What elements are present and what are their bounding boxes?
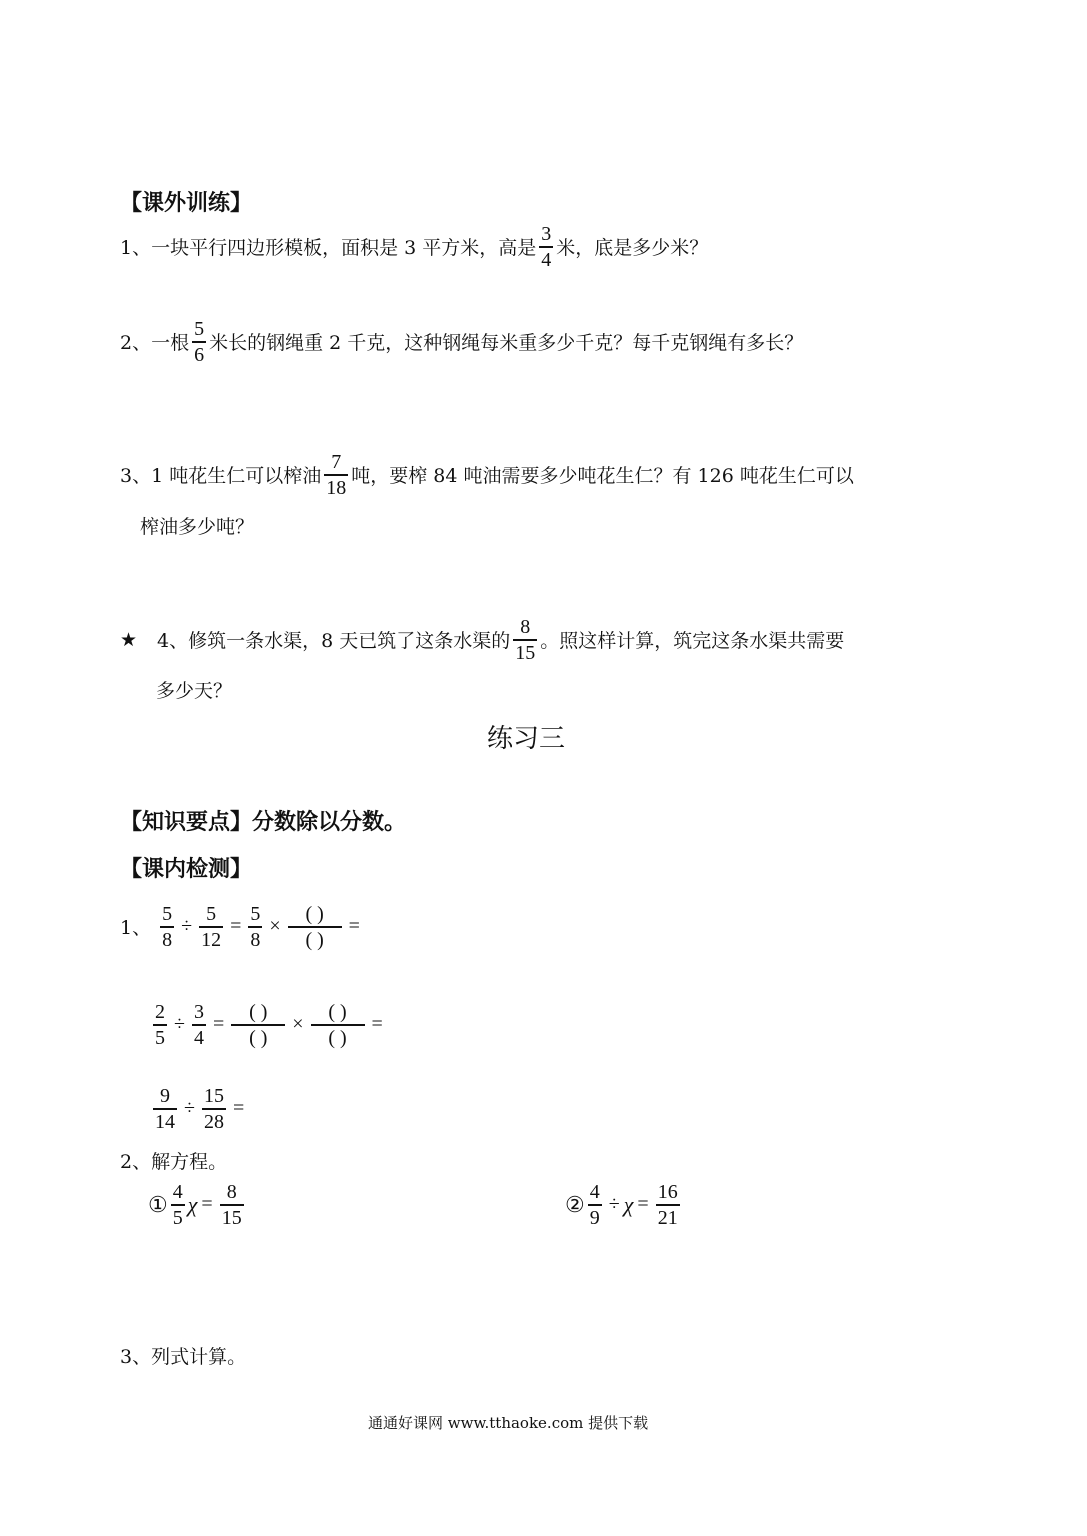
equation-2 — [565, 1180, 683, 1230]
section-class-check: 【课内检测】 — [120, 857, 253, 882]
equals-sign: = — [371, 1013, 383, 1036]
equals-sign: = — [230, 915, 242, 938]
question-3-fraction — [324, 450, 348, 500]
blank-fraction[interactable] — [311, 1000, 365, 1050]
numerator: 5 — [194, 318, 205, 340]
circled-number-1: ① — [148, 1191, 168, 1217]
question-4 — [120, 615, 844, 665]
divide-sign: ÷ — [608, 1193, 620, 1216]
circled-number-2: ② — [565, 1191, 585, 1217]
denominator: 4 — [541, 248, 552, 271]
question-2-fraction — [192, 317, 206, 367]
knowledge-points — [120, 805, 406, 836]
question-2-text-post: 米长的钢绳重 2 千克，这种钢绳每米重多少千克？每千克钢绳有多长？ — [209, 332, 804, 355]
divide-sign: ÷ — [174, 1013, 185, 1036]
question-2-text-pre: 2、一根 — [120, 332, 190, 355]
blank-numerator[interactable]: ( ) — [249, 1001, 268, 1023]
denominator: 5 — [155, 1026, 165, 1049]
footer-source: 通通好课网 www.tthaoke.com 提供下载 — [368, 1414, 649, 1432]
knowledge-label: 【知识要点】 — [120, 810, 253, 835]
exercise-1-line-2 — [150, 1000, 387, 1050]
fraction — [199, 902, 223, 952]
numerator: 16 — [657, 1181, 678, 1203]
question-calculation: 3、列式计算。 — [120, 1346, 247, 1368]
question-equations: 2、解方程。 — [120, 1151, 228, 1173]
question-1-fraction — [539, 222, 553, 272]
question-3-line2: 榨油多少吨？ — [140, 516, 255, 538]
numerator: 8 — [226, 1181, 237, 1203]
numerator: 9 — [160, 1085, 170, 1107]
denominator: 18 — [326, 476, 347, 499]
question-4-line2: 多少天？ — [156, 680, 233, 702]
numerator: 2 — [155, 1001, 165, 1023]
equals-sign: = — [201, 1193, 213, 1216]
variable-chi: χ — [187, 1191, 198, 1217]
denominator: 15 — [221, 1206, 242, 1229]
numerator: 3 — [193, 1001, 204, 1023]
fraction — [171, 1180, 185, 1230]
denominator: 8 — [250, 928, 261, 951]
fraction — [248, 902, 262, 952]
fraction — [202, 1084, 226, 1134]
denominator: 5 — [172, 1206, 183, 1229]
question-4-text-post: 。照这样计算，筑完这条水渠共需要 — [540, 630, 845, 653]
question-1 — [120, 222, 708, 272]
equals-sign: = — [348, 915, 360, 938]
numerator: 3 — [541, 223, 552, 245]
fraction — [588, 1180, 602, 1230]
multiply-sign: × — [269, 915, 281, 938]
fraction — [192, 1000, 206, 1050]
equals-sign: = — [232, 1097, 245, 1120]
blank-numerator[interactable]: ( ) — [305, 903, 324, 925]
exercise-1-line-1 — [120, 902, 364, 952]
multiply-sign: × — [292, 1013, 304, 1036]
numerator: 4 — [589, 1181, 600, 1203]
equals-sign: = — [637, 1193, 649, 1216]
numerator: 4 — [172, 1181, 183, 1203]
blank-denominator[interactable]: ( ) — [249, 1026, 268, 1049]
variable-chi: χ — [623, 1191, 634, 1217]
blank-denominator[interactable]: ( ) — [305, 928, 324, 951]
numerator: 5 — [206, 903, 217, 925]
exercise-1-number: 1、 — [120, 917, 152, 940]
numerator: 5 — [162, 903, 173, 925]
denominator: 15 — [515, 641, 536, 664]
denominator: 12 — [201, 928, 222, 951]
fraction — [220, 1180, 244, 1230]
question-4-text-pre: 4、修筑一条水渠，8 天已筑了这条水渠的 — [157, 630, 511, 653]
denominator: 21 — [657, 1206, 678, 1229]
denominator: 14 — [155, 1110, 175, 1133]
numerator: 7 — [331, 451, 342, 473]
section-extra-practice: 【课外训练】 — [120, 191, 253, 216]
blank-numerator[interactable]: ( ) — [328, 1001, 347, 1023]
question-3 — [120, 450, 854, 500]
numerator: 8 — [520, 616, 531, 638]
numerator: 15 — [203, 1085, 224, 1107]
denominator: 4 — [193, 1026, 204, 1049]
fraction — [153, 1000, 167, 1050]
denominator: 28 — [203, 1110, 224, 1133]
denominator: 8 — [162, 928, 173, 951]
page-title: 练习三 — [487, 724, 566, 754]
exercise-1-line-3 — [150, 1084, 248, 1134]
equation-1 — [148, 1180, 247, 1230]
denominator: 6 — [194, 343, 205, 366]
equals-sign: = — [212, 1013, 225, 1036]
fraction — [153, 1084, 177, 1134]
divide-sign: ÷ — [181, 915, 193, 938]
blank-fraction[interactable] — [231, 1000, 285, 1050]
star-icon: ★ — [120, 628, 138, 651]
divide-sign: ÷ — [184, 1097, 195, 1120]
question-4-fraction — [513, 615, 537, 665]
knowledge-text: 分数除以分数。 — [252, 810, 407, 835]
fraction — [656, 1180, 680, 1230]
question-2 — [120, 317, 803, 367]
blank-denominator[interactable]: ( ) — [328, 1026, 347, 1049]
question-1-text-post: 米，底是多少米？ — [556, 237, 709, 260]
question-3-text-post: 吨，要榨 84 吨油需要多少吨花生仁？有 126 吨花生仁可以 — [351, 465, 854, 488]
numerator: 5 — [250, 903, 261, 925]
question-1-text-pre: 1、一块平行四边形模板，面积是 3 平方米，高是 — [120, 237, 537, 260]
question-3-text-pre: 3、1 吨花生仁可以榨油 — [120, 465, 322, 488]
denominator: 9 — [589, 1206, 600, 1229]
fraction — [160, 902, 174, 952]
blank-fraction[interactable] — [288, 902, 342, 952]
